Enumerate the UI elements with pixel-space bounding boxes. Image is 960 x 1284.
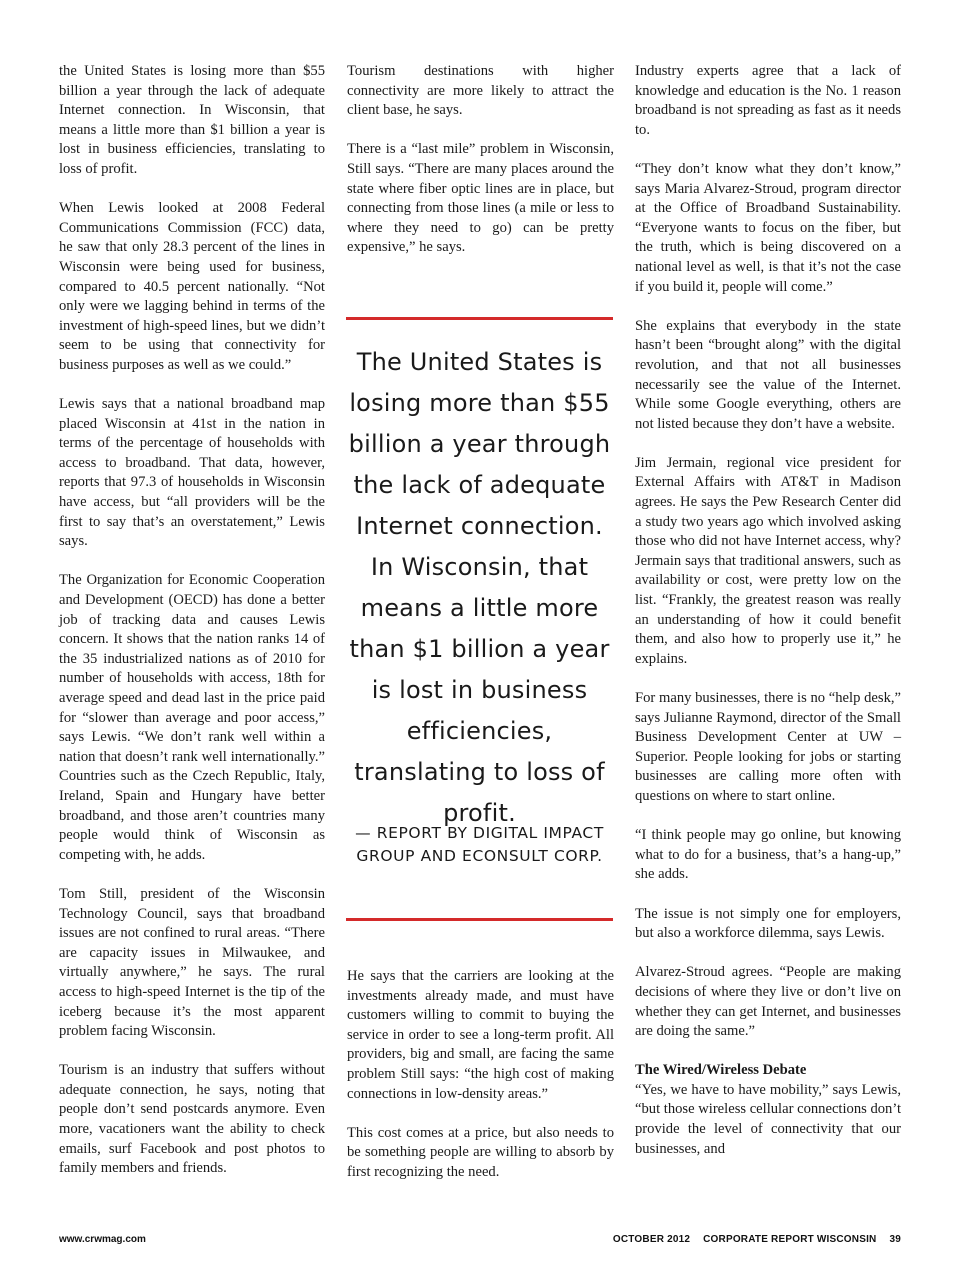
section-subhead: The Wired/Wireless Debate	[635, 1062, 807, 1079]
article-column-1	[59, 62, 325, 1198]
paragraph: Industry experts agree that a lack of knowledge and education is the No. 1 reason broadband is not spreading as fast as it needs to.	[635, 63, 901, 138]
footer-website: www.crwmag.com	[59, 1234, 146, 1245]
article-column-2-bottom	[347, 967, 614, 1202]
paragraph: There is a “last mile” problem in Wisconsin, Still says. “There are many places around the state where fiber optic lines are in place, but connecting from those lines (a mile or less to where they need to go) can be pretty expensive,” he says.	[347, 141, 614, 256]
paragraph: The Organization for Economic Cooperation and Development (OECD) has done a better job of tracking data and causes Lewis concern. It shows that the nation ranks 14 of the 35 industrialized nations as of 2010 for number of households with access, 18th for average speed and dead last in the price paid for “slower than average and poor access,” says Lewis. “We don’t rank well within a nation that doesn’t rank well internationally.” Countries such as the Czech Republic, Italy, Ireland, Spain and Hungary have better broadband, and those aren’t countries many people would think of Wisconsin as competing with, he adds.	[59, 572, 325, 863]
paragraph: Alvarez-Stroud agrees. “People are making decisions of where they live or don’t live on whether they can get Internet, and businesses are doing the same.”	[635, 964, 901, 1040]
footer-page-number: 39	[889, 1234, 901, 1245]
footer-folio	[603, 1234, 901, 1245]
article-column-3	[635, 62, 901, 1159]
paragraph: “I think people may go online, but knowing what to do for a business, that’s a hang-up,” she adds.	[635, 827, 901, 883]
paragraph: Tourism is an industry that suffers without adequate connection, he says, noting that people don’t send postcards anymore. Even more, vacationers want the ability to check emails, surf Facebook and post photos to family members and friends.	[59, 1062, 325, 1177]
pullquote-text: The United States is losing more than $55 billion a year through the lack of adequate Internet connection. In Wisconsin, that means a little more than $1 billion a year is lost in business efficiencies, translating to loss of profit.	[348, 348, 611, 827]
article-column-2-top	[347, 62, 614, 278]
paragraph: “They don’t know what they don’t know,” says Maria Alvarez-Stroud, program director at the Office of Broadband Sustainability. “Everyone wants to focus on the fiber, but the truth, which is being discovered on a national level as well, is that it’s not the case if you build it, people will come.”	[635, 160, 901, 295]
paragraph: Jim Jermain, regional vice president for External Affairs with AT&T in Madison agrees. He says the Pew Research Center did a study two years ago which involved asking those who did not have Internet access, why? Jermain says that traditional answers, such as availability or cost, were pretty low on the list. “Frankly, the greatest reason was really an understanding of how it could benefit them, and also how to properly use it,” he explains.	[635, 454, 901, 667]
paragraph: This cost comes at a price, but also needs to be something people are willing to absorb by first recognizing the need.	[347, 1124, 614, 1180]
paragraph: When Lewis looked at 2008 Federal Communications Commission (FCC) data, he saw that only 28.3 percent of the lines in Wisconsin were being used for business, compared to 40.5 percent nationally. “Not only were we lagging behind in terms of the investment of high-speed lines, but we didn’t seem to be using that connectivity for business purposes as well as we could.”	[59, 200, 325, 373]
footer-publication: CORPORATE REPORT WISCONSIN	[703, 1234, 877, 1245]
paragraph: “Yes, we have to have mobility,” says Lewis, “but those wireless cellular connections don’t provide the level of connectivity that our businesses, and	[635, 1081, 901, 1157]
pullquote-top-rule	[346, 317, 613, 320]
pullquote-bottom-rule	[346, 918, 613, 921]
paragraph: The issue is not simply one for employers, but also a workforce dilemma, says Lewis.	[635, 905, 901, 942]
paragraph: Tom Still, president of the Wisconsin Technology Council, says that broadband issues are not confined to rural areas. “There are capacity issues in Milwaukee, and virtually anywhere,” he says. The rural access to high-speed Internet is the tip of the iceberg because it’s the most apparent problem facing Wisconsin.	[59, 885, 325, 1040]
paragraph: Tourism destinations with higher connectivity are more likely to attract the client base, he says.	[347, 63, 614, 119]
paragraph: He says that the carriers are looking at the investments already made, and must have customers willing to commit to buying the service in order to see a long-term profit. All providers, big and small, are facing the same problem Still says: “the high cost of making connections in low-density areas.”	[347, 968, 614, 1102]
paragraph: She explains that everybody in the state hasn’t been “brought along” with the digital revolution, and that not all businesses necessarily see the value of the Internet. While some Google everything, others are not listed because they don’t have a website.	[635, 317, 901, 432]
pullquote-attribution: — REPORT BY DIGITAL IMPACT GROUP AND ECONSULT CORP.	[355, 824, 604, 865]
paragraph: Lewis says that a national broadband map placed Wisconsin at 41st in the nation in terms of the percentage of households with access to broadband. That data, however, reports that 97.3 of households in Wisconsin have access, but “all providers will be the first to say that’s an overstatement,” Lewis says.	[59, 396, 325, 550]
paragraph: For many businesses, there is no “help desk,” says Julianne Raymond, director of the Small Business Development Center at UW – Superior. People looking for jobs or starting businesses are calling more often with questions on where to start online.	[635, 690, 901, 804]
footer-date: OCTOBER 2012	[612, 1234, 691, 1245]
paragraph: the United States is losing more than $55 billion a year through the lack of adequate Internet connection. In Wisconsin, that means a little more than $1 billion a year is lost in business efficiencies, translating to loss of profit.	[59, 63, 325, 177]
